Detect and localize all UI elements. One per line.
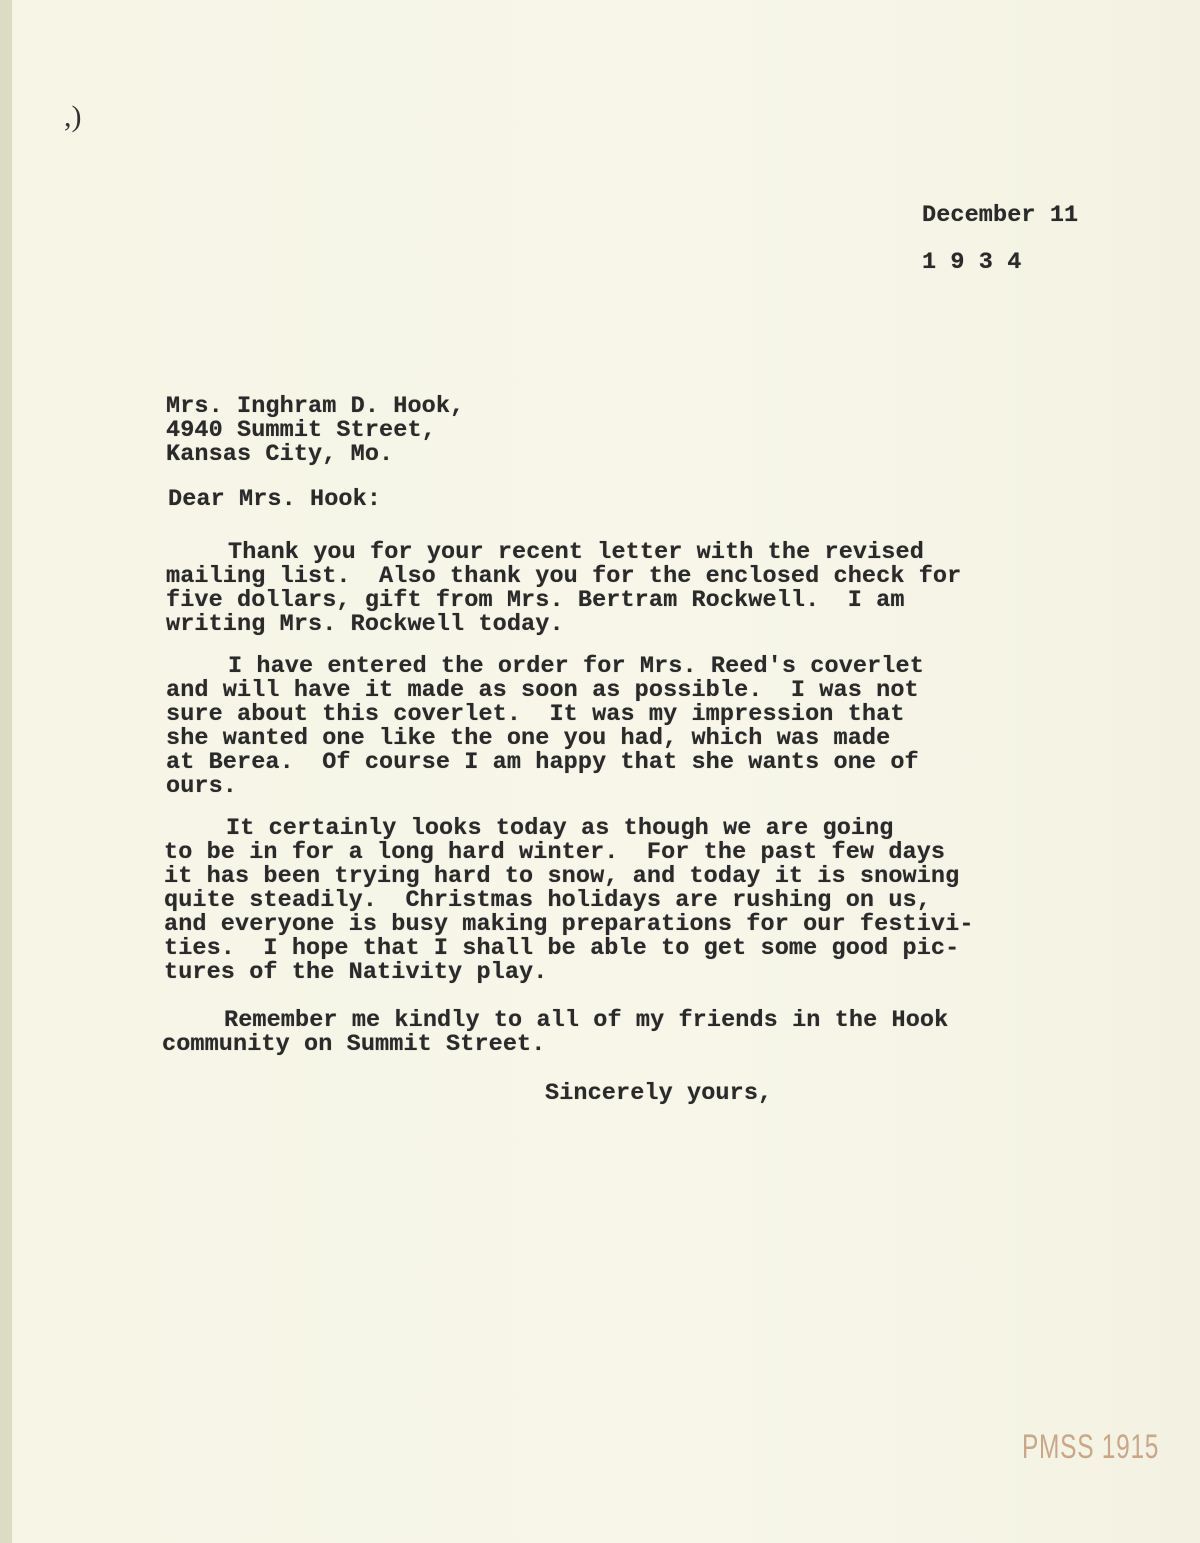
text-line: Thank you for your recent letter with the revised <box>228 539 924 566</box>
text-line: mailing list. Also thank you for the enclosed check for <box>166 563 962 590</box>
text-line: at Berea. Of course I am happy that she wants one of <box>166 749 919 776</box>
text-line: tures of the Nativity play. <box>164 959 548 986</box>
letter-year: 1 9 3 4 <box>922 249 1022 276</box>
text-line: writing Mrs. Rockwell today. <box>166 611 564 638</box>
text-line: Remember me kindly to all of my friends in the Hook <box>224 1007 949 1034</box>
paragraph-3 <box>164 817 974 985</box>
text-line: community on Summit Street. <box>162 1031 546 1058</box>
letter-date: December 11 <box>922 202 1079 229</box>
address-line: 4940 Summit Street, <box>166 417 436 444</box>
paragraph-1 <box>166 541 961 637</box>
text-line: ties. I hope that I shall be able to get some good pic- <box>164 935 960 962</box>
text-line: sure about this coverlet. It was my impression that <box>166 701 905 728</box>
text-line: and will have it made as soon as possible. I was not <box>166 677 919 704</box>
text-line: It certainly looks today as though we are going <box>226 815 894 842</box>
text-line: and everyone is busy making preparations for our festivi- <box>164 911 974 938</box>
text-line: five dollars, gift from Mrs. Bertram Rockwell. I am <box>166 587 905 614</box>
text-line: she wanted one like the one you had, which was made <box>166 725 891 752</box>
paragraph-2 <box>166 655 924 799</box>
paper-edge <box>0 0 12 1543</box>
closing: Sincerely yours, <box>545 1080 773 1107</box>
text-line: to be in for a long hard winter. For the past few days <box>164 839 946 866</box>
archive-stamp: PMSS 1915 <box>1022 1428 1160 1466</box>
address-line: Kansas City, Mo. <box>166 441 394 468</box>
salutation: Dear Mrs. Hook: <box>168 486 382 513</box>
text-line: it has been trying hard to snow, and today it is snowing <box>164 863 960 890</box>
paragraph-4 <box>162 1009 948 1057</box>
text-line: quite steadily. Christmas holidays are rushing on us, <box>164 887 931 914</box>
recipient-address <box>166 395 464 467</box>
address-line: Mrs. Inghram D. Hook, <box>166 393 465 420</box>
text-line: ours. <box>166 773 238 800</box>
text-line: I have entered the order for Mrs. Reed's coverlet <box>228 653 924 680</box>
margin-mark: ,) <box>64 100 82 133</box>
